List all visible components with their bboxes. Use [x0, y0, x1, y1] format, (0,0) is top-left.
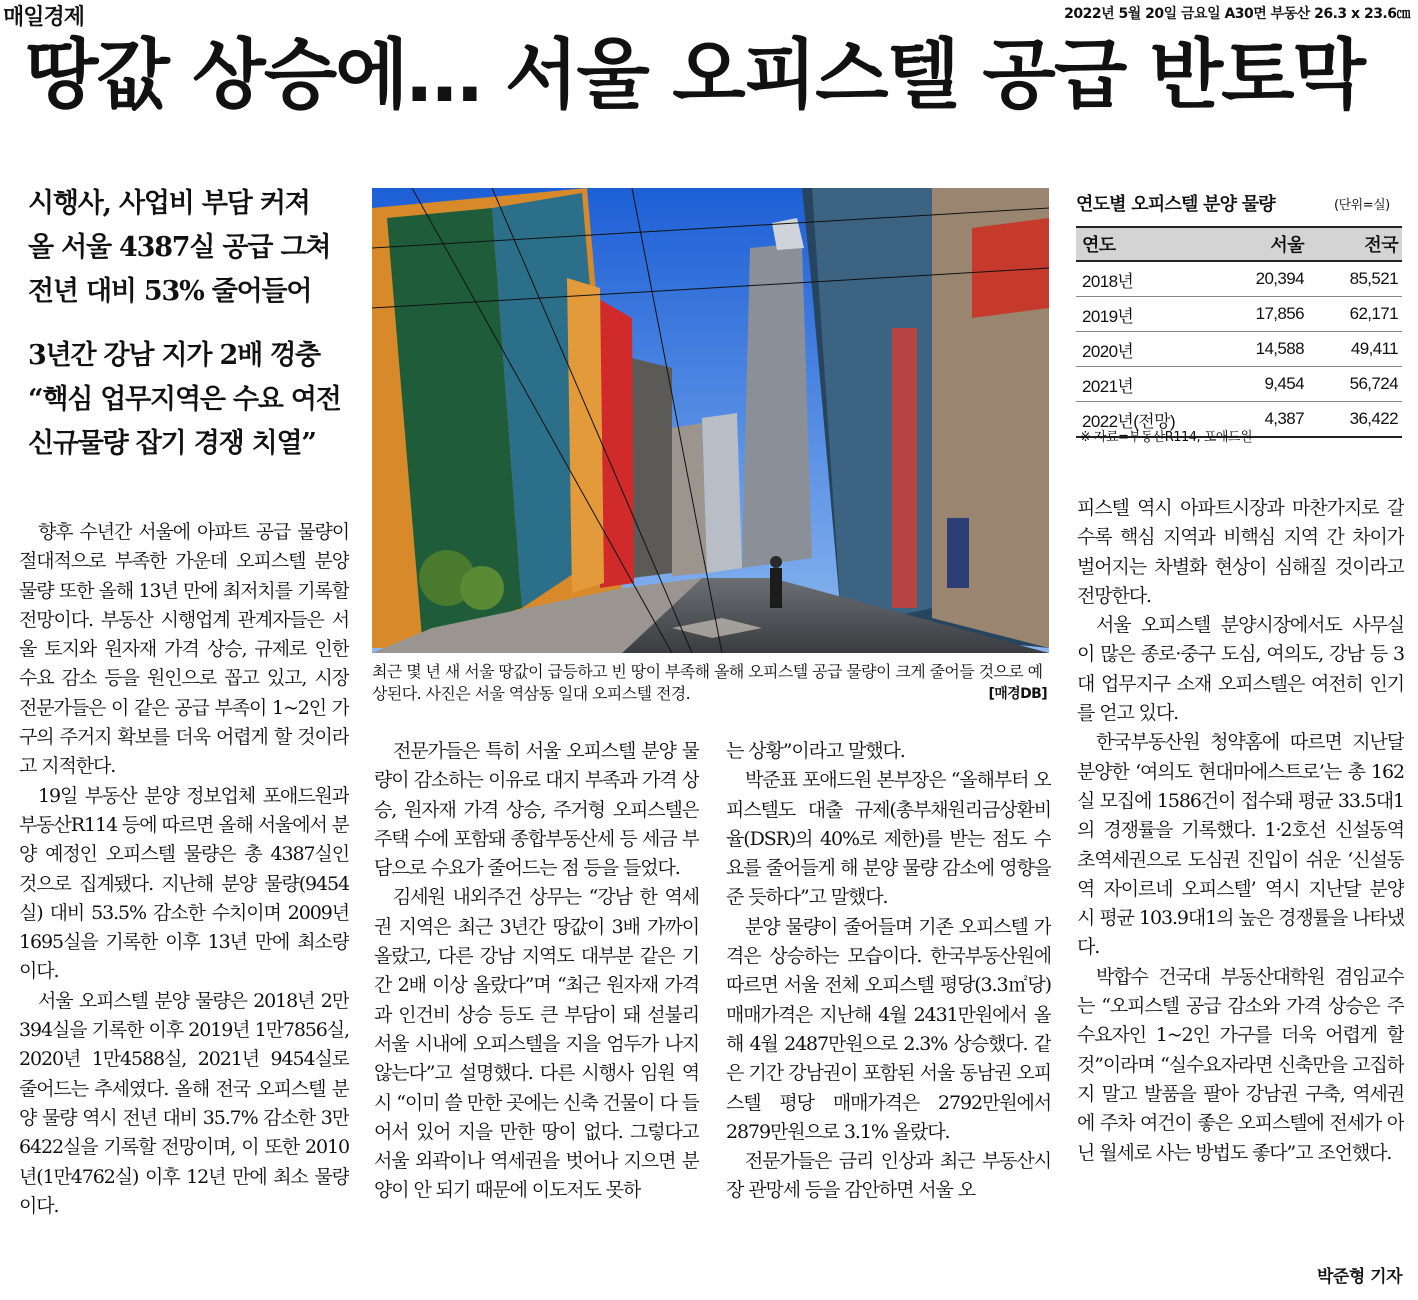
body-paragraph: 전문가들은 특히 서울 오피스텔 분양 물량이 감소하는 이유로 대지 부족과 가격 상승, 원자재 가격 상승, 주거형 오피스텔은 주택 수에 포함돼 종합부동산세 등 세금 부담으로 수요가 줄어드는 점 등을 들었다.: [374, 740, 699, 880]
subhead-line: “핵심 업무지역은 수요 여전: [28, 384, 341, 415]
table-cell: 56,724: [1306, 367, 1402, 402]
table-cell: 2022년(전망): [1076, 402, 1193, 438]
body-column-2: [374, 737, 699, 1293]
subhead-line: 시행사, 사업비 부담 커져: [28, 188, 310, 219]
table-row: [1076, 332, 1402, 367]
table-cell: 4,387: [1193, 402, 1306, 438]
body-paragraph: 서울 오피스텔 분양 물량은 2018년 2만394실을 기록한 이후 2019년 1만7856실, 2020년 1만4588실, 2021년 9454실로 줄어드는 추세였다. 올해 전국 오피스텔 분양 물량 역시 전년 대비 35.7% 감소한 3만6422실을 기록할 전망이며, 이 또한 2010년(1만4762실) 이후 12년 만에 최소 물량이다.: [19, 989, 349, 1217]
table-row: [1076, 367, 1402, 402]
table-row: [1076, 261, 1402, 297]
body-paragraph: 김세원 내외주건 상무는 “강남 한 역세권 지역은 최근 3년간 땅값이 3배 가까이 올랐고, 다른 강남 지역도 대부분 같은 기간 2배 이상 올랐다”며 “최근 원자재 가격과 인건비 상승 등도 큰 부담이 돼 섣불리 서울 시내에 오피스텔을 지을 엄두가 나지 않는다”고 설명했다. 다른 시행사 임원 역시 “이미 쓸 만한 곳에는 신축 건물이 다 들어서 있어 지을 만한 땅이 없다. 그렇다고 서울 외곽이나 역세권을 벗어나 지으면 분양이 안 되기 때문에 이도저도 못하: [374, 886, 699, 1202]
table-cell: 49,411: [1306, 332, 1402, 367]
subhead-line: 전년 대비 53% 줄어들어: [28, 276, 312, 307]
photo-caption: [372, 661, 1049, 705]
subhead-line: 신규물량 잡기 경쟁 치열”: [28, 428, 316, 459]
table-row: [1076, 297, 1402, 332]
headline: 땅값 상승에… 서울 오피스텔 공급 반토막: [25, 30, 1364, 119]
table-header-row: [1076, 227, 1402, 261]
table-header-cell: 연도: [1076, 227, 1193, 261]
byline: 박준형 기자: [1316, 1267, 1402, 1287]
table-source: ※ 자료=부동산R114, 포애드원: [1080, 430, 1253, 445]
body-paragraph: 박준표 포애드원 본부장은 “올해부터 오피스텔도 대출 규제(총부채원리금상환비율(DSR)의 40%로 제한)를 받는 점도 수요를 줄어들게 해 분양 물량 감소에 영향을 준 듯하다”고 말했다.: [726, 769, 1051, 909]
masthead: 매일경제: [3, 5, 85, 30]
table-header-cell: 전국: [1306, 227, 1402, 261]
subhead-line: 3년간 강남 지가 2배 껑충: [28, 340, 320, 371]
table-cell: 17,856: [1193, 297, 1306, 332]
subhead-line: 올 서울 4387실 공급 그쳐: [28, 232, 331, 263]
body-column-3: [726, 737, 1051, 1293]
table-title: 연도별 오피스텔 분양 물량: [1076, 194, 1275, 215]
body-paragraph: 피스텔 역시 아파트시장과 마찬가지로 갈수록 핵심 지역과 비핵심 지역 간 차이가 벌어지는 차별화 현상이 심해질 것이라고 전망한다.: [1077, 497, 1404, 607]
photo-credit: [매경DB]: [988, 686, 1047, 702]
table-cell: 2019년: [1076, 297, 1193, 332]
body-paragraph: 전문가들은 금리 인상과 최근 부동산시장 관망세 등을 감안하면 서울 오: [726, 1150, 1051, 1202]
table-cell: 9,454: [1193, 367, 1306, 402]
stats-table: [1076, 226, 1402, 438]
body-paragraph: 한국부동산원 청약홈에 따르면 지난달 분양한 ‘여의도 현대마에스트로’는 총 162실 모집에 1586건이 접수돼 평균 33.5대1의 경쟁률을 기록했다. 1·2호선 신설동역 초역세권으로 도심권 진입이 쉬운 ‘신설동역 자이르네 오피스텔’ 역시 지난달 분양 시 평균 103.9대1의 높은 경쟁률을 나타냈다.: [1077, 731, 1404, 959]
table-unit: (단위=실): [1334, 198, 1390, 213]
body-column-4: [1077, 494, 1404, 1259]
body-paragraph: 는 상황”이라고 말했다.: [726, 740, 905, 762]
table-cell: 62,171: [1306, 297, 1402, 332]
subheads: [28, 182, 358, 466]
body-paragraph: 향후 수년간 서울에 아파트 공급 물량이 절대적으로 부족한 가운데 오피스텔 분양 물량 또한 올해 13년 만에 최저치를 기록할 전망이다. 부동산 시행업계 관계자들은 서울 토지와 원자재 가격 상승, 규제로 인한 수요 감소 등을 원인으로 꼽고 있고, 시장 전문가들은 이 같은 공급 부족이 1~2인 가구의 주거지 확보를 더욱 어렵게 할 것이라고 지적한다.: [19, 521, 349, 778]
table-cell: 2021년: [1076, 367, 1193, 402]
dateline: 2022년 5월 20일 금요일 A30면 부동산 26.3 x 23.6㎝: [1064, 6, 1410, 22]
caption-text: 최근 몇 년 새 서울 땅값이 급등하고 빈 땅이 부족해 올해 오피스텔 공급 물량이 크게 줄어들 것으로 예상된다. 사진은 서울 역삼동 일대 오피스텔 전경.: [372, 662, 1043, 703]
table-cell: 85,521: [1306, 261, 1402, 297]
body-paragraph: 박합수 건국대 부동산대학원 겸임교수는 “오피스텔 공급 감소와 가격 상승은 주 수요자인 1~2인 가구를 더욱 어렵게 할 것”이라며 “실수요자라면 신축만을 고집하지 말고 발품을 팔아 강남권 구축, 역세권에 주차 여건이 좋은 오피스텔에 전세가 아닌 월세로 사는 방법도 좋다”고 조언했다.: [1077, 965, 1404, 1164]
body-paragraph: 분양 물량이 줄어들며 기존 오피스텔 가격은 상승하는 모습이다. 한국부동산원에 따르면 서울 전체 오피스텔 평당(3.3㎡당) 매매가격은 지난해 4월 2431만원에서 올해 4월 2487만원으로 2.3% 상승했다. 같은 기간 강남권이 포함된 서울 동남권 오피스텔 평당 매매가격은 2792만원에서 2879만원으로 3.1% 올랐다.: [726, 915, 1051, 1143]
table-header-cell: 서울: [1193, 227, 1306, 261]
table-cell: 2020년: [1076, 332, 1193, 367]
table-cell: 14,588: [1193, 332, 1306, 367]
table-cell: 36,422: [1306, 402, 1402, 438]
table-cell: 20,394: [1193, 261, 1306, 297]
street-photo: [372, 188, 1049, 653]
table-cell: 2018년: [1076, 261, 1193, 297]
body-paragraph: 19일 부동산 분양 정보업체 포애드원과 부동산R114 등에 따르면 올해 서울에서 분양 예정인 오피스텔 물량은 총 4387실인 것으로 집계됐다. 지난해 분양 물량(9454실) 대비 53.5% 감소한 수치이며 2009년 1695실을 기록한 이후 13년 만에 최소량이다.: [19, 784, 349, 983]
body-paragraph: 서울 오피스텔 분양시장에서도 사무실이 많은 종로·중구 도심, 여의도, 강남 등 3대 업무지구 소재 오피스텔은 여전히 인기를 얻고 있다.: [1077, 614, 1404, 725]
body-column-1: [19, 518, 349, 1288]
